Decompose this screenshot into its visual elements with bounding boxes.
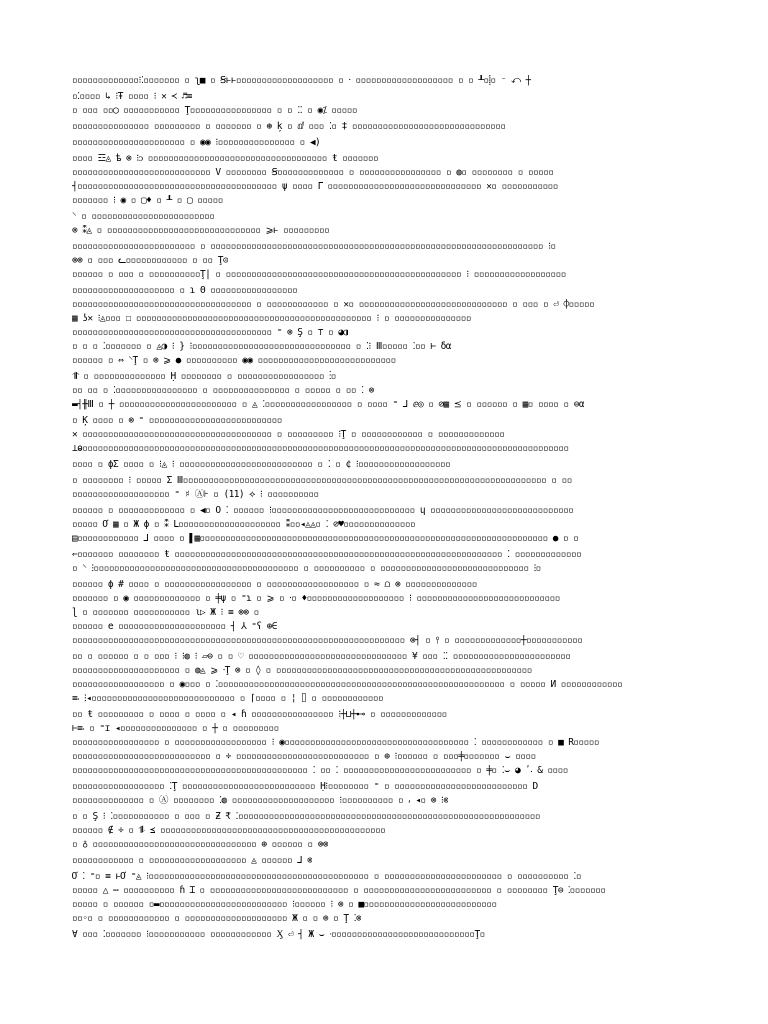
text-line: ▫▫▫▫▫▫▫▫▫▫▫▫▫▫▫▫▫▫▫▫▫▫▫▫▫▫▫▫▫▫▫▫▫▫▫▫▫▫▫ ⁼ ⊗ Ş ▫ ⊤ ▫ ◕◑ [72,327,349,338]
text-line: ▫▫▫▫▫▫▫▫▫▫▫▫▫▫▫▫▫▫▫▫▫▫▫▫▫▫▫▫▫▫▫▫▫▫▫▫▫▫▫▫▫▫▫▫▫▫ ⁚ ▫▫ ⁚ ▫▫▫▫▫▫▫▫▫▫▫▫▫▫▫▫▫▫▫▫▫▫▫▫▫ ▫ ╪▫ ⁚⌣ ◕ ʹ⸳ & ▫▫▫▫ [72,765,568,776]
text-line: ⊚ ⁑◬ ▫ ▫▫▫▫▫▫▫▫▫▫▫▫▫▫▫▫▫▫▫▫▫▫▫▫▫▫▫▫▫▫ ⩾ⱶ ▫▫▫▫▫▫▫▫▫ [72,225,330,236]
text-line: ▤▫▫▫▫▫▫▫▫▫▫▫▫ ⅃ ▫▫▫▫ ▫ ▌▦▫▫▫▫▫▫▫▫▫▫▫▫▫▫▫▫▫▫▫▫▫▫▫▫▫▫▫▫▫▫▫▫▫▫▫▫▫▫▫▫▫▫▫▫▫▫▫▫▫▫▫▫▫▫▫▫▫▫▫▫▫▫▫▫▫▫▫▫ ● ▫ ▫ [72,533,579,544]
text-line: ▫▫▫▫▫▫▫▫▫▫▫▫▫▫▫▫▫▫▫▫▫▫▫▫▫▫▫ ▫ ÷ ▫▫▫▫▫▫▫▫▫▫▫▫▫▫▫▫▫▫▫▫▫▫▫▫▫▫ ▫ ⊕ ⁝▫▫▫▫▫▫ ▫ ▫▫▫╪▫▫▫▫▫▫▫ ⌣ ▫▫▫▫ [72,751,536,762]
text-line: ▫▫▫▫▫▫▫▫▫▫▫▫▫▫▫▫▫▫▫▫▫▫▫▫▫▫▫▫▫▫▫▫▫▫▫ ▫ ▫▫▫▫▫▫▫▫▫▫▫▫ ▫ ✕▫ ▫▫▫▫▫▫▫▫▫▫▫▫▫▫▫▫▫▫▫▫▫▫▫▫▫▫▫▫▫ ▫ ▫▫▫ ▫ ⏎ ⌽▫▫▫▫▫ [72,299,595,310]
text-line: ▫▫▫▫ ▫ ϕΣ ▫▫▫▫ ▫ ⁝◬ ⁝ ▫▫▫▫▫▫▫▫▫▫▫▫▫▫▫▫▫▫▫▫▫▫▫▫▫▫ ▫ ⁚ ▫ ¢ ⁝▫▫▫▫▫▫▫▫▫▫▫▫▫▫▫▫▫▫ [72,459,451,470]
text-line: ▫▫▫▫▫▫▫▫▫▫▫▫▫⁝⁚▫▫▫▫▫▫▫ ▫ ʅ■ ▫ Ꞩⱶⱶ▫▫▫▫▫▫▫▫▫▫▫▫▫▫▫▫▫▫▫ ▫ ⸱ ▫▫▫▫▫▫▫▫▫▫▫▫▫▫▫▫▫▫▫ ▫ ▫ ┸▫⸽▫ ⁻ ⤺ ┼ [72,75,531,86]
text-line: ▫▫▫▫▫▫▫▫▫▫▫▫▫▫▫▫▫▫▫▫ ▫ ɿ Θ ▫▫▫▫▫▫▫▫▫▫▫▫▫▫▫▫▫ [72,285,298,296]
text-line: ▫▫▫▫▫ Ơ ▦ ▫ Ж ϕ ▫ ⁑ ᒪ▫▫▫▫▫▫▫▫▫▫▫▫▫▫▫▫▫▫▫▫ ⁑▫▫◂◬◬▫ ⁚ ⊘♥▫▫▫▫▫▫▫▫▫▫▫▫▫▫ [72,519,416,530]
text-line: ▫▫▫▫▫▫▫▫▫▫▫▫▫▫▫▫▫▫▫▫▫▫▫▫ ▫ ▫▫▫▫▫▫▫▫▫▫▫▫▫▫▫▫▫▫▫▫▫▫▫▫▫▫▫▫▫▫▫▫▫▫▫▫▫▫▫▫▫▫▫▫▫▫▫▫▫▫▫▫▫▫▫▫▫▫▫▫▫▫▫▫▫ ⁝▫ [72,241,556,252]
text-line: ▫▫ ▫▫ ▫ ⁚▫▫▫▫▫▫▫▫▫▫▫▫▫▫▫▫ ▫ ▫▫▫▫▫▫▫▫▫▫▫▫▫▫▫ ▫ ▫▫▫▫▫ ▫ ▫▫ ⁚ ⊗ [72,385,374,396]
text-line: ▫ ▫ ▫ ⁚▫▫▫▫▫▫▫ ▫ ◬◑ ⁝ } ⁝▫▫▫▫▫▫▫▫▫▫▫▫▫▫▫▫▫▫▫▫▫▫▫▫▫▫▫▫▫▫▫ ▫ ⁚⁝ Ⅲ▫▫▫▫▫ ⁚▫▫ ⊢ δα [72,341,451,352]
text-line: ▫▫▫▫▫▫ ▫ ⇔ ⸌Ţ ▫ ⊚ ⩾ ● ▫▫▫▫▫▫▫▫▫▫ ◉◉ ▫▫▫▫▫▫▫▫▫▫▫▫▫▫▫▫▫▫▫▫▫▫▫▫▫▫▫ [72,355,396,366]
text-line: ▫ ▫ Ş ⁝ ⁚▫▫▫▫▫▫▫▫▫▫▫ ▫ ▫▫▫ ▫ Ƶ ₹ ⁚▫▫▫▫▫▫▫▫▫▫▫▫▫▫▫▫▫▫▫▫▫▫▫▫▫▫▫▫▫▫▫▫▫▫▫▫▫▫▫▫▫▫▫▫▫▫▫▫▫▫▫▫▫▫▫▫▫▫▫ [72,811,541,822]
text-line: ▬┤╫Ⅲ ▫ ┼ ▫▫▫▫▫▫▫▫▫▫▫▫▫▫▫▫▫▫▫▫▫▫▫ ▫ ◬ ⁚▫▫▫▫▫▫▫▫▫▫▫▫▫▫▫▫▫ ▫ ▫▫▫▫ ⁼ ⅃ ⅇ◎ ▫ ⊘▦ ⪯ ▫ ▫▫▫▫▫▫ ▫ ▦▫ ▫▫▫▫ ▫ ⊖α [72,399,585,410]
text-line: ▫▫▫▫▫▫ ▫ ▫▫▫ ▫ ▫▫▫▫▫▫▫▫▫▫Ţ| ▫ ▫▫▫▫▫▫▫▫▫▫▫▫▫▫▫▫▫▫▫▫▫▫▫▫▫▫▫▫▫▫▫▫▫▫▫▫▫▫▫▫▫▫▫▫▫▫ ⁝ ▫▫▫▫▫▫▫▫▫▫▫▫▫▫▫▫▫▫ [72,269,566,280]
text-line: ▫▫▫▫▫▫▫▫▫▫▫▫▫▫▫▫▫▫ ⁚Ţ ▫▫▫▫▫▫▫▫▫▫▫▫▫▫▫▫▫▫▫▫▫▫▫▫▫▫ Ḥ⁝▫▫▫▫▫▫▫▫ ⁼ ▫ ▫▫▫▫▫▫▫▫▫▫▫▫▫▫▫▫▫▫▫▫▫▫▫▫▫▫ D [72,781,538,792]
text-line: ▫ ⸌ ⁝▫▫▫▫▫▫▫▫▫▫▫▫▫▫▫▫▫▫▫▫▫▫▫▫▫▫▫▫▫▫▫▫▫▫▫▫▫▫▫▫ ▫ ▫▫▫▫▫▫▫▫▫▫ ▫ ▫▫▫▫▫▫▫▫▫▫▫▫▫▫▫▫▫▫▫▫▫▫▫▫▫▫▫▫▫ ⁝▫ [72,563,541,574]
text-line: ▫▫▫▫▫▫▫▫▫▫▫▫▫▫▫▫▫▫▫▫▫▫ ▫ ◉◉ ⁝▫▫▫▫▫▫▫▫▫▫▫▫▫▫▫ ▫ ◀) [72,137,321,148]
text-line: Ơ ⁚ ⁼▫ ≡ ⱶƠ ⁼◬ ⁝▫▫▫▫▫▫▫▫▫▫▫▫▫▫▫▫▫▫▫▫▫▫▫▫▫▫▫▫▫▫▫▫▫▫▫▫▫▫▫▫▫▫▫ ▫ ▫▫▫▫▫▫▫▫▫▫▫▫▫▫▫▫▫▫▫▫▫▫▫ ▫ ▫▫▫▫▫▫▫▫▫▫ ⁚▫ [72,871,581,882]
text-line: ▫▫◦▫ ▫ ▫▫▫▫▫▫▫▫▫▫▫▫ ▫ ▫▫▫▫▫▫▫▫▫▫▫▫▫▫▫▫▫▫▫▫ Ж ▫ ▫ ⊚ ▫ Ţ ⁚⊗ [72,913,362,924]
text-line: ▫⁚▫▫▫▫ ↳ ⁝Ŧ ▫▫▫▫ ⁝ ✕ ≺ ♬≡ [72,91,192,102]
text-line: ▫▫▫▫ ☲◬ ѣ ⊗ ⁝ᴐ ▫▫▫▫▫▫▫▫▫▫▫▫▫▫▫▫▫▫▫▫▫▫▫▫▫▫▫▫▫▫▫▫▫▫▫ ŧ ▫▫▫▫▫▫▫ [72,153,379,164]
text-line: ▫▫▫▫▫▫▫▫▫▫▫▫▫▫▫▫▫ ▫ ▫▫▫▫▫▫▫▫▫▫▫▫▫▫▫▫▫▫ ⁝ ◉▫▫▫▫▫▫▫▫▫▫▫▫▫▫▫▫▫▫▫▫▫▫▫▫▫▫▫▫▫▫▫▫▫▫▫▫ ⁚ ▫▫▫▫▫▫▫▫▫▫▫▫ ▫ ■ R▫▫▫▫▫ [72,737,600,748]
text-line: ▫ ♁ ▫▫▫▫▫▫▫▫▫▫▫▫▫▫▫▫▫▫▫▫▫▫▫▫▫▫▫▫▫▫▫▫ ⊕ ▫▫▫▫▫▫ ▫ ⊗⊗ [72,839,328,850]
text-line: ▫▫▫▫▫▫▫ ▫ ◉ ▫▫▫▫▫▫▫▫▫▫▫▫▫ ▫ ╪ψ ▫ ⁼ɿ ▫ ⩾ ▫ ⸱▫ ♦▫▫▫▫▫▫▫▫▫▫▫▫▫▫▫▫▫▫▫ ⁝ ▫▫▫▫▫▫▫▫▫▫▫▫▫▫▫▫▫▫▫▫▫▫▫▫▫▫▫▫ [72,593,560,604]
text-line: ▫ ▫▫▫▫▫▫▫▫ ⁝ ▫▫▫▫▫ Σ Ⅲ▫▫▫▫▫▫▫▫▫▫▫▫▫▫▫▫▫▫▫▫▫▫▫▫▫▫▫▫▫▫▫▫▫▫▫▫▫▫▫▫▫▫▫▫▫▫▫▫▫▫▫▫▫▫▫▫▫▫▫▫▫▫▫▫▫▫▫▫▫▫▫ ▫ ▫▫ [72,475,572,486]
text-line: ▫ ▫▫▫ ▫▫◯ ▫▫▫▫▫▫▫▫▫▫▫ Ţ▫▫▫▫▫▫▫▫▫▫▫▫▫▫▫▫ ▫ ▫ ⁚⁚ ▫ ◉⁒ ▫▫▫▫▫ [72,105,357,116]
text-line: ≡⸳ ⁝◂▫▫▫▫▫▫▫▫▫▫▫▫▫▫▫▫▫▫▫▫▫▫▫▫▫▫▫▫ ▫ ⌈▫▫▫▫ ▫ ¦ ⌷ ▫ ▫▫▫▫▫▫▫▫▫▫▫▫ [72,693,384,704]
text-line: ▫▫▫▫▫▫▫▫▫▫▫▫▫▫▫▫▫▫ ▫ ◉▫▫▫ ▫ ⁚▫▫▫▫▫▫▫▫▫▫▫▫▫▫▫▫▫▫▫▫▫▫▫▫▫▫▫▫▫▫▫▫▫▫▫▫▫▫▫▫▫▫▫▫▫▫▫▫▫▫▫▫▫▫▫▫ ▫ ▫▫▫▫▫ И ▫▫▫▫▫▫▫▫▫▫▫▫ [72,679,623,690]
text-line: ⊢≡⸳ ▫ ⁼ɪ ◂▫▫▫▫▫▫▫▫▫▫▫▫▫▫▫ ▫ ┼ ▫ ▫▫▫▫▫▫▫▫▫ [72,723,279,734]
text-line: ▫▫ ŧ ▫▫▫▫▫▫▫▫▫ ▫ ▫▫▫▫ ▫ ▫▫▫▫ ▫ ◂ ɦ ▫▫▫▫▫▫▫▫▫▫▫▫▫▫▫▫ ⁝┼⊔┼⊷ ▫ ▫▫▫▫▫▫▫▫▫▫▫▫▫ [72,709,447,720]
text-line: ▫▫▫▫▫▫▫▫▫▫▫▫▫▫▫ ▫▫▫▫▫▫▫▫▫ ▫ ▫▫▫▫▫▫▫ ▫ ⊛ ķ ▫ ⅆ ▫▫▫ ⁚▫ ‡ ▫▫▫▫▫▫▫▫▫▫▫▫▫▫▫▫▫▫▫▫▫▫▫▫▫▫▫▫▫▫ [72,121,506,132]
text-line: ✕ ▫▫▫▫▫▫▫▫▫▫▫▫▫▫▫▫▫▫▫▫▫▫▫▫▫▫▫▫▫▫▫▫▫▫▫▫▫ ▫ ▫▫▫▫▫▫▫▫▫ ⁝Ţ ▫ ▫▫▫▫▫▫▫▫▫▫▫▫ ▫ ▫▫▫▫▫▫▫▫▫▫▫▫▫ [72,429,505,440]
text-line: ▫▫▫▫▫▫ ϕ # ▫▫▫▫ ▫ ▫▫▫▫▫▫▫▫▫▫▫▫▫▫▫▫▫ ▫ ▫▫▫▫▫▫▫▫▫▫▫▫▫▫▫▫▫▫ ▫ ≈ ⩍ ⊗ ▫▫▫▫▫▫▫▫▫▫▫▫▫▫ [72,579,477,590]
text-line: ▫▫▫▫▫▫▫▫▫▫▫▫▫▫▫▫▫▫▫▫▫▫▫▫▫▫▫▫▫▫▫▫▫▫▫▫▫▫▫▫▫▫▫▫▫▫▫▫▫▫▫▫▫▫▫▫▫▫▫▫▫▫▫▫▫ ⊗┤ ▫ ⫯ ▫ ▫▫▫▫▫▫▫▫▫▫▫▫▫┼▫▫▫▫▫▫▫▫▫▫▫ [72,635,583,646]
text-line: ▫▫▫▫▫▫▫▫▫▫▫▫▫▫▫▫▫▫▫ ⁼ ♯ Ⓐ⊦ ▫ (11) ⟡ ⁝ ▫▫▫▫▫▫▫▫▫▫ [72,489,319,500]
text-line: ⊚⊚ ▫ ▫▫▫ ᓚ▫▫▫▫▫▫▫▫▫▫▫▫ ▫ ▫▫ Ţ⊝ [72,255,228,266]
text-line: ▦ ʖ✕ ⁝◬▫▫▫ ☐ ▫▫▫▫▫▫▫▫▫▫▫▫▫▫▫▫▫▫▫▫▫▫▫▫▫▫▫▫▫▫▫▫▫▫▫▫▫▫▫▫▫▫▫▫▫▫ ⁝ ▫ ▫▫▫▫▫▫▫▫▫▫▫▫▫▫▫ [72,313,472,324]
text-line: ▫▫▫▫▫▫ e ▫▫▫▫▫▫▫▫▫▫▫▫▫▫▫▫▫▫▫▫▫ ┤ ⅄ ⁼ʕ ⊕∈ [72,621,277,632]
text-line: ▫▫▫▫▫▫▫▫▫▫▫▫▫▫▫▫▫▫▫▫▫ ▫ ◍◬ ⩾ ⸱Ţ ⊗ ▫ ◊ ▫ ▫▫▫▫▫▫▫▫▫▫▫▫▫▫▫▫▫▫▫▫▫▫▫▫▫▫▫▫▫▫▫▫▫▫▫▫▫▫▫▫▫▫▫▫▫▫▫▫▫▫ [72,665,532,676]
text-line: ▫▫▫▫▫▫▫ ⁝ ◉ ▫ ▢♦ ▫ ┸ ▫ ▢ ▫▫▫▫▫ [72,195,223,206]
text-line: ▫▫▫▫▫▫ ∉ ÷ ▫ ⥮ ⪯ ▫▫▫▫▫▫▫▫▫▫▫▫▫▫▫▫▫▫▫▫▫▫▫▫▫▫▫▫▫▫▫▫▫▫▫▫▫▫▫▫▫▫▫▫ [72,825,386,836]
text-line: ɭ ▫ ▫▫▫▫▫▫▫ ▫▫▫▫▫▫▫▫▫▫▫ ι▷ Ж ⁝ ≡ ⊗⊗ ▫ [72,607,259,618]
text-line: ▫▫▫▫▫ ▫ ▫▫▫▫▫▫ ▫▬▫▫▫▫▫▫▫▫▫▫▫▫▫▫▫▫▫▫▫▫▫▫▫▫▫ ⁝▫▫▫▫▫▫ ⁝ ⊗ ▫ ■▫▫▫▫▫▫▫▫▫▫▫▫▫▫▫▫▫▫▫▫▫▫▫▫▫▫ [72,899,497,910]
text-line: ▫▫▫▫▫▫ ▫ ▫▫▫▫▫▫▫▫▫▫▫▫▫ ▫ ◀▫ Ö ⁚ ▫▫▫▫▫▫ ⁝▫▫▫▫▫▫▫▫▫▫▫▫▫▫▫▫▫▫▫▫▫▫▫▫▫▫▫▫ ɥ ▫▫▫▫▫▫▫▫▫▫▫▫▫▫▫▫▫▫▫▫▫▫▫▫▫▫▫▫ [72,505,574,516]
text-line: ∀ ▫▫▫ ⁚▫▫▫▫▫▫▫ ⁝▫▫▫▫▫▫▫▫▫▫▫ ▫▫▫▫▫▫▫▫▫▫▫▫ Ӽ ⏎ ┤ Ж ⌣ ⸱▫▫▫▫▫▫▫▫▫▫▫▫▫▫▫▫▫▫▫▫▫▫▫▫▫▫▫▫Ţ▫ [72,929,485,940]
text-line: ▫▫▫▫▫▫▫▫▫▫▫▫▫▫▫▫▫▫▫▫▫▫▫▫▫▫▫ V ▫▫▫▫▫▫▫▫ Ꞩ▫▫▫▫▫▫▫▫▫▫▫▫▫ ▫ ▫▫▫▫▫▫▫▫▫▫▫▫▫▫▫▫ ▫ ◍▫ ▫▫▫▫▫▫▫▫ ▫ ▫▫▫▫▫ [72,167,554,178]
text-line: ▫▫▫▫▫▫▫▫▫▫▫▫▫▫ ▫ Ⓐ ▫▫▫▫▫▫▫▫ ⁚◍ ▫▫▫▫▫▫▫▫▫▫▫▫▫▫▫▫▫▫▫▫ ⁝▫▫▫▫▫▫▫▫▫▫ ▫ ⸴ ◂▫ ⊗ ⁝⊗ [72,795,449,806]
text-line: ▫ Ķ ▫▫▫▫ ▫ ⊗ ⁼ ▫▫▫▫▫▫▫▫▫▫▫▫▫▫▫▫▫▫▫▫▫▫▫▫▫▫ [72,415,282,426]
text-line: ┤▫▫▫▫▫▫▫▫▫▫▫▫▫▫▫▫▫▫▫▫▫▫▫▫▫▫▫▫▫▫▫▫▫▫▫▫▫▫▫ ψ ▫▫▫▫ ᒥ ▫▫▫▫▫▫▫▫▫▫▫▫▫▫▫▫▫▫▫▫▫▫▫▫▫▫▫▫▫▫ ✕▫ ▫▫▫▫▫▫▫▫▫▫▫ [72,181,558,192]
text-line: ⸌ ▫ ▫▫▫▫▫▫▫▫▫▫▫▫▫▫▫▫▫▫▫▫▫▫▫▫ [72,211,215,222]
text-line: ▫▫▫▫▫▫▫▫▫▫▫▫ ▫ ▫▫▫▫▫▫▫▫▫▫▫▫▫▫▫▫▫▫▫ ◬ ▫▫▫▫▫▫ ⅃ ⊗ [72,855,313,866]
text-line: ⊥ⱺ▫▫▫▫▫▫▫▫▫▫▫▫▫▫▫▫▫▫▫▫▫▫▫▫▫▫▫▫▫▫▫▫▫▫▫▫▫▫▫▫▫▫▫▫▫▫▫▫▫▫▫▫▫▫▫▫▫▫▫▫▫▫▫▫▫▫▫▫▫▫▫▫▫▫▫▫▫▫▫▫▫▫▫▫▫▫▫▫▫▫▫▫▫▫▫ [72,443,569,454]
text-line: ▫▫ ▫ ▫▫▫▫▫▫ ▫ ▫ ▫▫▫ ⁝ ⁝◍ ⁝ ▱⊖ ▫ ▫ ♡ ▫▫▫▫▫▫▫▫▫▫▫▫▫▫▫▫▫▫▫▫▫▫▫▫▫▫▫▫▫▫▫ ¥ ▫▫▫ ⁚⁚ ▫▫▫▫▫▫▫▫▫▫▫▫▫▫▫▫▫▫▫▫▫▫▫ [72,651,571,662]
text-line: ▫▫▫▫▫ △ ⋯ ▫▫▫▫▫▫▫▫▫▫ ɦ Ɪ ▫ ▫▫▫▫▫▫▫▫▫▫▫▫▫▫▫▫▫▫▫▫▫▫▫▫▫▫▫ ▫ ▫▫▫▫▫▫▫▫▫▫▫▫▫▫▫▫▫▫▫▫▫▫▫▫▫ ▫ ▫▫▫▫▫▫▫▫ Ţ⊖ ⁚▫▫▫▫▫▫▫ [72,885,606,896]
text-line: ⇐▫▫▫▫▫▫▫ ▫▫▫▫▫▫▫▫ ŧ ▫▫▫▫▫▫▫▫▫▫▫▫▫▫▫▫▫▫▫▫▫▫▫▫▫▫▫▫▫▫▫▫▫▫▫▫▫▫▫▫▫▫▫▫▫▫▫▫▫▫▫▫▫▫▫▫▫▫▫▫▫▫▫▫ ⁚ ▫▫▫▫▫▫▫▫▫▫▫▫▫ [72,549,582,560]
text-line: ⥣ ▫ ▫▫▫▫▫▫▫▫▫▫▫▫▫▫ Ḥ ▫▫▫▫▫▫▫▫ ▫ ▫▫▫▫▫▫▫▫▫▫▫▫▫▫▫▫▫ ⁝▫ [72,371,336,382]
